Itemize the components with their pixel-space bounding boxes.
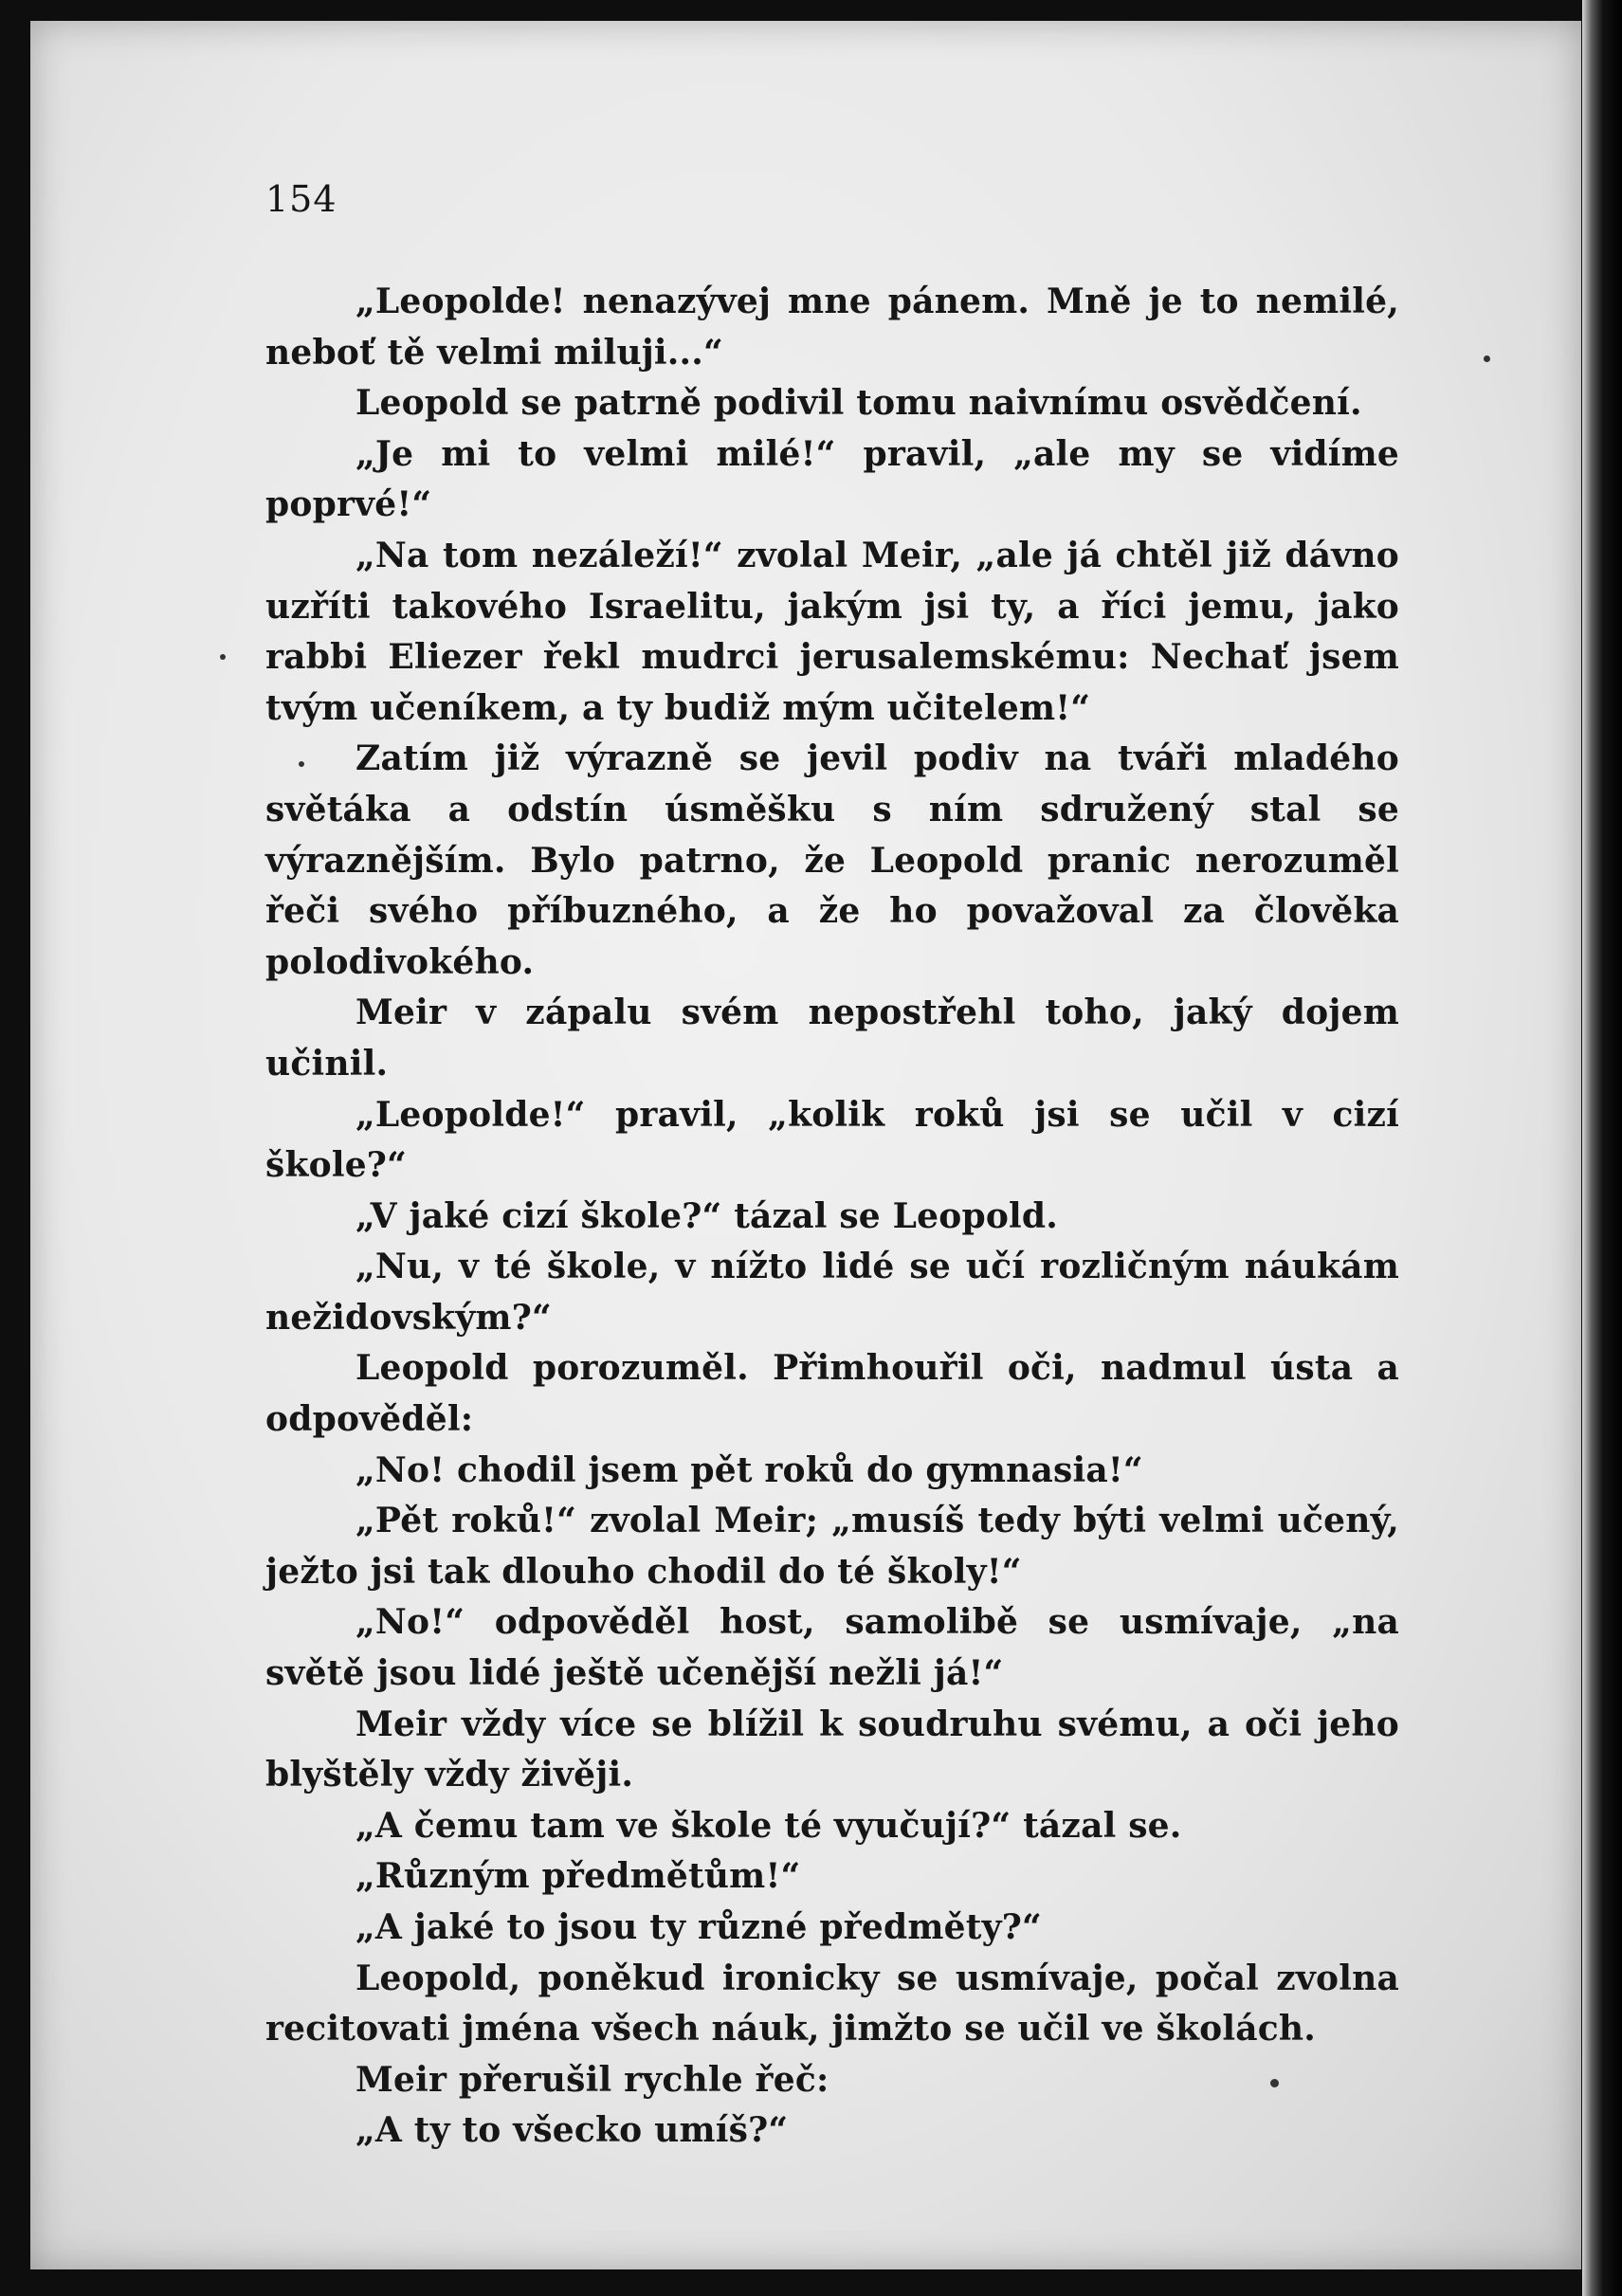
paragraph: Meir v zápalu svém nepostřehl toho, jaký dojem učinil. xyxy=(265,993,1399,1084)
dust-speck xyxy=(220,654,226,660)
paragraph: „A jaké to jsou ty různé předměty?“ xyxy=(355,1907,1042,1947)
paragraph: „No! chodil jsem pět roků do gymnasia!“ xyxy=(355,1449,1143,1490)
page-number: 154 xyxy=(265,178,337,220)
dust-speck xyxy=(1484,355,1490,362)
paragraph: „Pět roků!“ zvolal Meir; „musíš tedy býti velmi učený, ježto jsi tak dlouho chodil do té školy!“ xyxy=(265,1501,1399,1592)
paragraph: „Různým předmětům!“ xyxy=(355,1856,801,1897)
book-spine-edge xyxy=(1582,0,1622,2296)
paragraph: „Leopolde!“ pravil, „kolik roků jsi se učil v cizí škole?“ xyxy=(265,1094,1399,1186)
paragraph: Meir vždy více se blížil k soudruhu svému, a oči jeho blyštěly vždy živěji. xyxy=(265,1704,1399,1795)
paragraph: Leopold se patrně podivil tomu naivnímu osvědčení. xyxy=(355,383,1362,424)
paragraph: „Na tom nezáleží!“ zvolal Meir, „ale já chtěl již dávno uzříti takového Israelitu, jakým jsi ty, a říci jemu, jako rabbi Eliezer řekl mudrci jerusalemskému: Nechať jsem tvým učeníkem, a ty budiž mým učitelem!“ xyxy=(265,535,1399,728)
paragraph: „A čemu tam ve škole té vyučují?“ tázal se. xyxy=(355,1805,1182,1846)
paragraph: „Je mi to velmi milé!“ pravil, „ale my se vidíme poprvé!“ xyxy=(265,433,1399,525)
paragraph: „A ty to všecko umíš?“ xyxy=(355,2110,789,2151)
paragraph: Leopold porozuměl. Přimhouřil oči, nadmul ústa a odpověděl: xyxy=(265,1348,1399,1440)
paragraph: „Leopolde! nenazývej mne pánem. Mně je to nemilé, neboť tě velmi miluji...“ xyxy=(265,282,1399,373)
paragraph: „V jaké cizí škole?“ tázal se Leopold. xyxy=(355,1195,1059,1236)
paragraph: Meir přerušil rychle řeč: xyxy=(355,2059,829,2100)
paragraph: „Nu, v té škole, v nížto lidé se učí rozličným náukám nežidovským?“ xyxy=(265,1247,1399,1338)
body-text xyxy=(265,277,1399,2157)
paragraph: Leopold, poněkud ironicky se usmívaje, počal zvolna recitovati jména všech náuk, jimžto se učil ve školách. xyxy=(265,1958,1399,2050)
paragraph: „No!“ odpověděl host, samolibě se usmívaje, „na světě jsou lidé ještě učenější nežli já!“ xyxy=(265,1602,1399,1694)
paragraph: Zatím již výrazně se jevil podiv na tváři mladého světáka a odstín úsměšku s ním sdružený stal se výraznějším. Bylo patrno, že Leopold pranic nerozuměl řeči svého příbuzného, a že ho považoval za člověka polodivokého. xyxy=(265,738,1399,982)
